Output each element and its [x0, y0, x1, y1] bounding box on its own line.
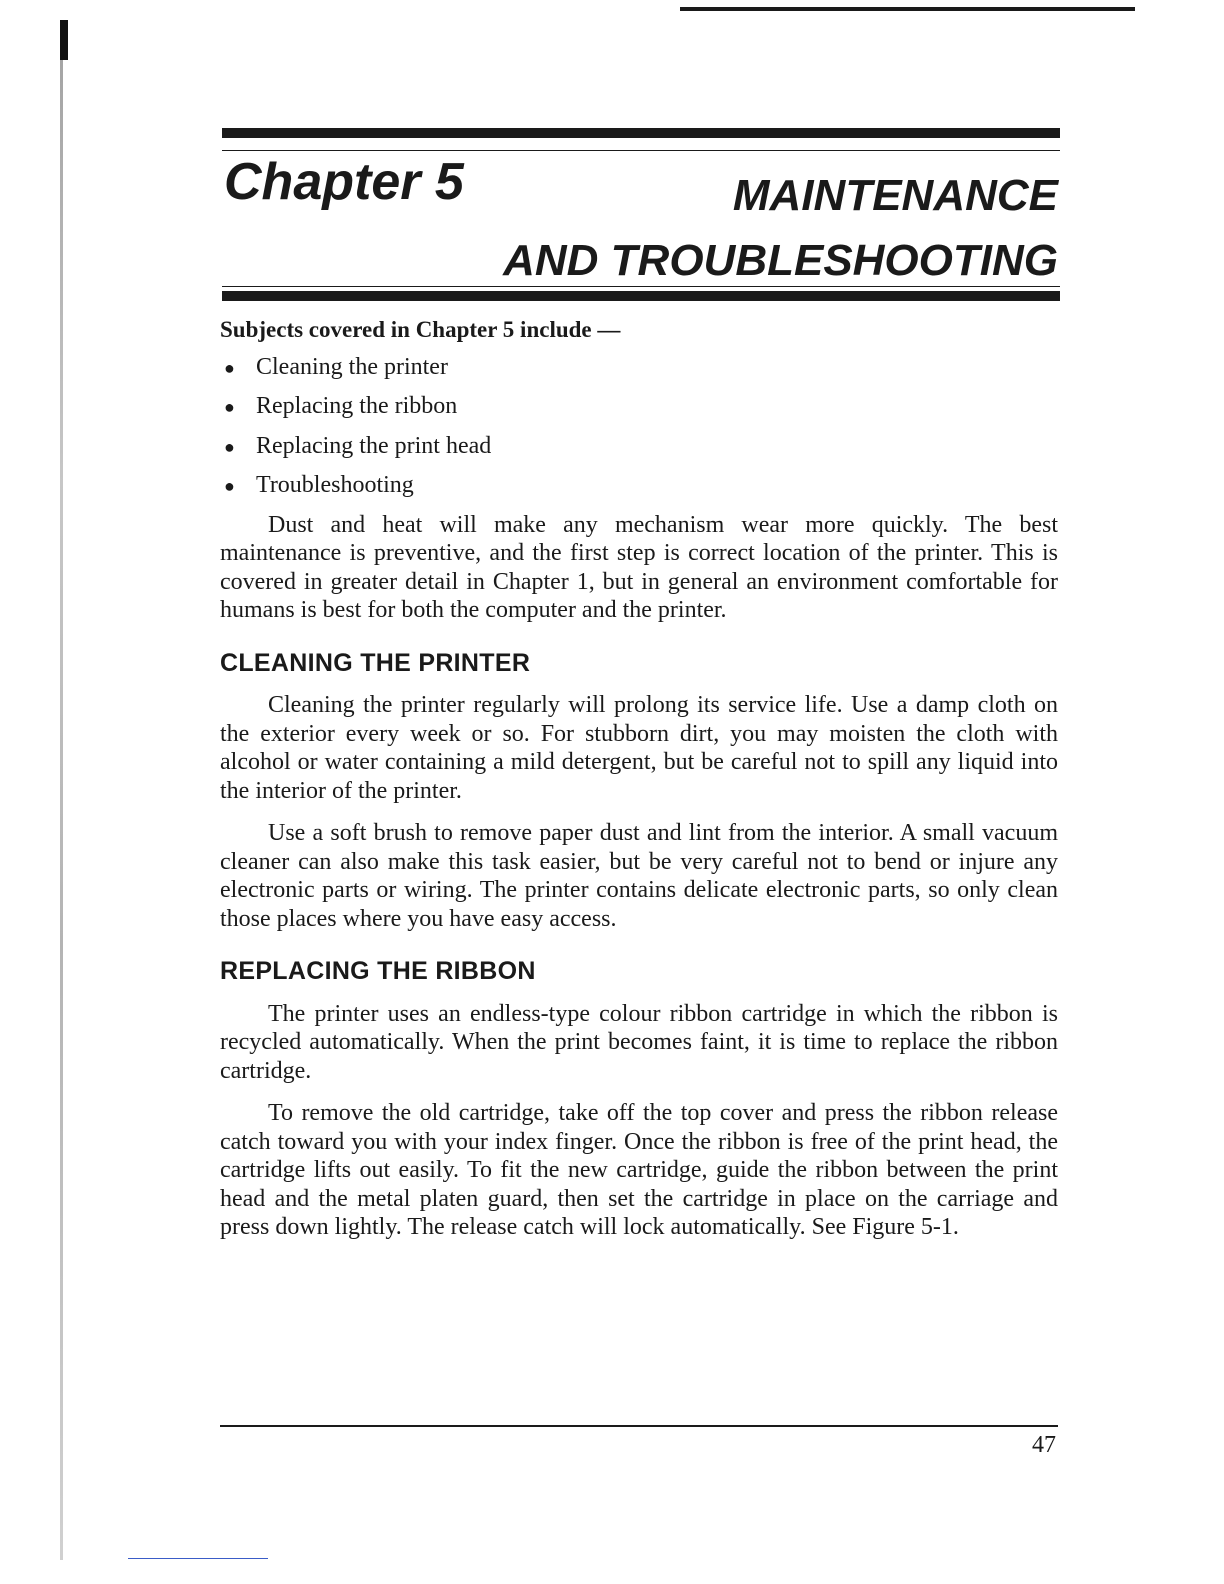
- list-item: [220, 432, 1058, 462]
- header-top-thin-rule: [222, 150, 1060, 151]
- list-item-text: Cleaning the printer: [256, 353, 448, 380]
- footer-rule: [220, 1425, 1058, 1427]
- list-item-text: Troubleshooting: [256, 472, 414, 498]
- chapter-label: Chapter 5: [224, 153, 464, 211]
- list-item: [220, 471, 1058, 501]
- subjects-heading: Subjects covered in Chapter 5 include —: [220, 317, 621, 342]
- page-number: 47: [1032, 1432, 1056, 1458]
- section-heading-cleaning: CLEANING THE PRINTER: [220, 648, 531, 677]
- paragraph: Use a soft brush to remove paper dust and lint from the interior. A small vacuum cleaner can also make this task easier, but be very careful not to bend or injure any electronic parts or wiring. The printer contains delicate electronic parts, so only clean those places where you have easy access.: [220, 820, 1058, 932]
- section-heading-ribbon: REPLACING THE RIBBON: [220, 957, 536, 985]
- chapter-title-line-2: AND TROUBLESHOOTING: [503, 236, 1058, 285]
- scan-mark: [60, 20, 68, 60]
- top-page-rule: [680, 7, 1135, 11]
- paragraph: The printer uses an endless-type colour ribbon cartridge in which the ribbon is recycled automatically. When the print becomes faint, it is time to replace the ribbon cartridge.: [220, 1000, 1058, 1084]
- bullet-icon: ●: [224, 357, 235, 378]
- paragraph: Cleaning the printer regularly will prolong its service life. Use a damp cloth on the exterior every week or so. For stubborn dirt, you may moisten the cloth with alcohol or water containing a mild detergent, but be careful not to spill any liquid into the interior of the printer.: [220, 692, 1058, 804]
- bullet-icon: ●: [224, 476, 235, 496]
- footer-underline: [128, 1558, 268, 1559]
- header-bottom-heavy-rule: [222, 291, 1060, 301]
- subjects-list: [220, 353, 1058, 501]
- list-item-text: Replacing the print head: [256, 432, 492, 459]
- bullet-icon: ●: [224, 397, 235, 417]
- intro-paragraph: Dust and heat will make any mechanism wear more quickly. The best maintenance is preventive, and the first step is correct location of the printer. This is covered in greater detail in Chapter 1, but in general an environment comfortable for humans is best for both the computer and the printer.: [220, 511, 1058, 623]
- header-top-heavy-rule: [222, 128, 1060, 138]
- list-item: [220, 392, 1058, 422]
- bullet-icon: ●: [224, 436, 235, 457]
- paragraph: To remove the old cartridge, take off the top cover and press the ribbon release catch toward you with your index finger. Once the ribbon is free of the print head, the cartridge lifts out easily. To fit the new cartridge, guide the ribbon between the print head and the metal platen guard, then set the cartridge in place on the carriage and press down lightly. The release catch will lock automatically. See Figure 5-1.: [220, 1100, 1058, 1240]
- list-item-text: Replacing the ribbon: [256, 393, 458, 419]
- page-content: [220, 316, 1058, 1256]
- scan-edge-shadow: [60, 20, 63, 1560]
- list-item: [220, 353, 1058, 383]
- chapter-title-line-1: MAINTENANCE: [732, 171, 1058, 220]
- header-bottom-thin-rule: [222, 286, 1060, 287]
